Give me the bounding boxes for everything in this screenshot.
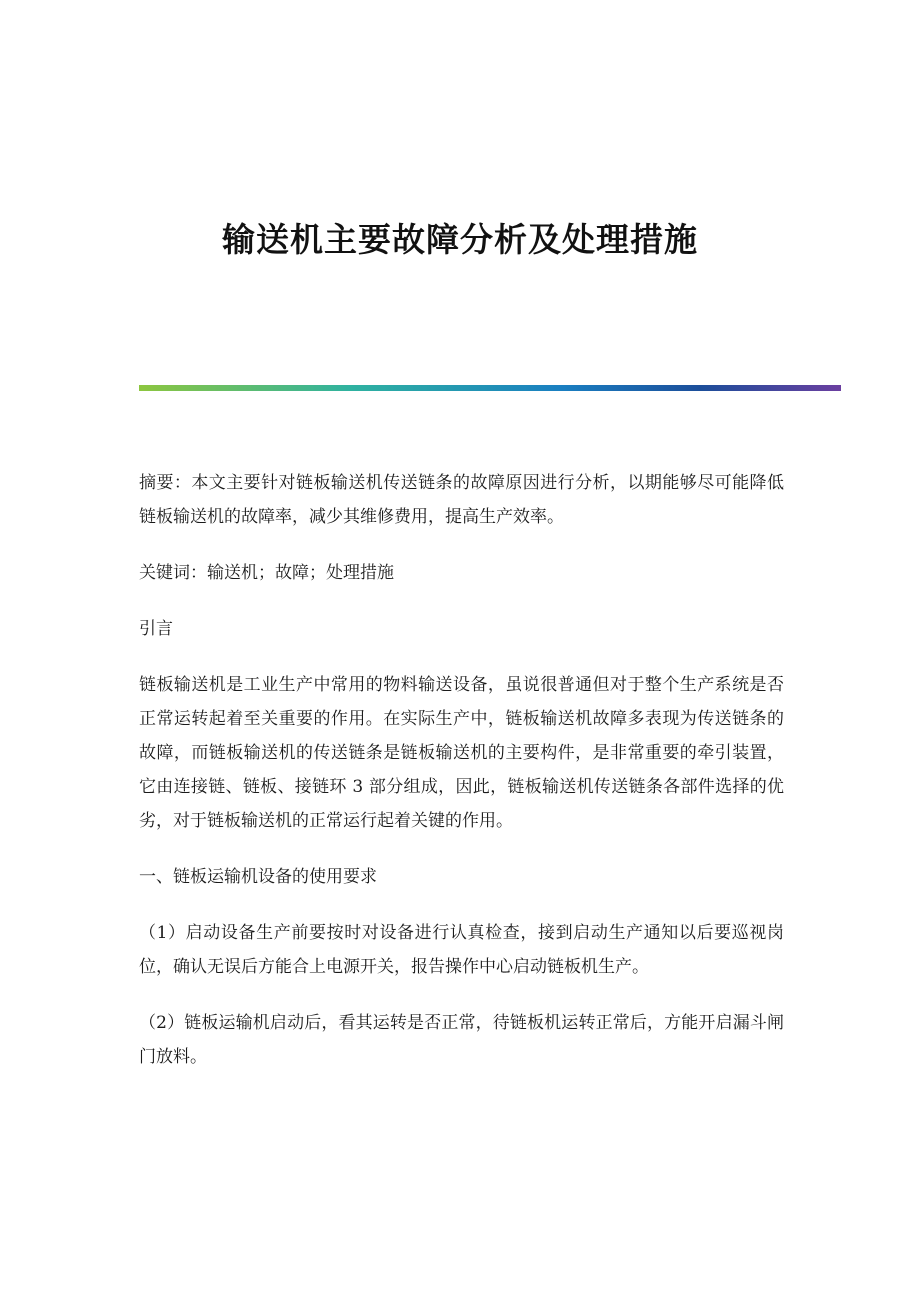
document-body [139,466,784,1096]
document-title: 输送机主要故障分析及处理措施 [222,220,698,259]
introduction-paragraph: 链板输送机是工业生产中常用的物料输送设备，虽说很普通但对于整个生产系统是否正常运转起着至关重要的作用。在实际生产中，链板输送机故障多表现为传送链条的故障，而链板输送机的传送链条是链板输送机的主要构件，是非常重要的牵引装置，它由连接链、链板、接链环 3 部分组成，因此，链板输送机传送链条各部件选择的优劣，对于链板输送机的正常运行起着关键的作用。 [139,675,784,831]
requirement-item-2: （2）链板运输机启动后，看其运转是否正常，待链板机运转正常后，方能开启漏斗闸门放料。 [139,1013,784,1067]
introduction-heading: 引言 [139,619,173,639]
title-divider [139,385,841,391]
requirement-item-1: （1）启动设备生产前要按时对设备进行认真检查，接到启动生产通知以后要巡视岗位，确认无误后方能合上电源开关，报告操作中心启动链板机生产。 [139,923,784,977]
keywords-paragraph: 关键词：输送机；故障；处理措施 [139,563,394,583]
abstract-paragraph: 摘要：本文主要针对链板输送机传送链条的故障原因进行分析，以期能够尽可能降低链板输送机的故障率，减少其维修费用，提高生产效率。 [139,473,784,527]
section-heading-1: 一、链板运输机设备的使用要求 [139,867,377,887]
